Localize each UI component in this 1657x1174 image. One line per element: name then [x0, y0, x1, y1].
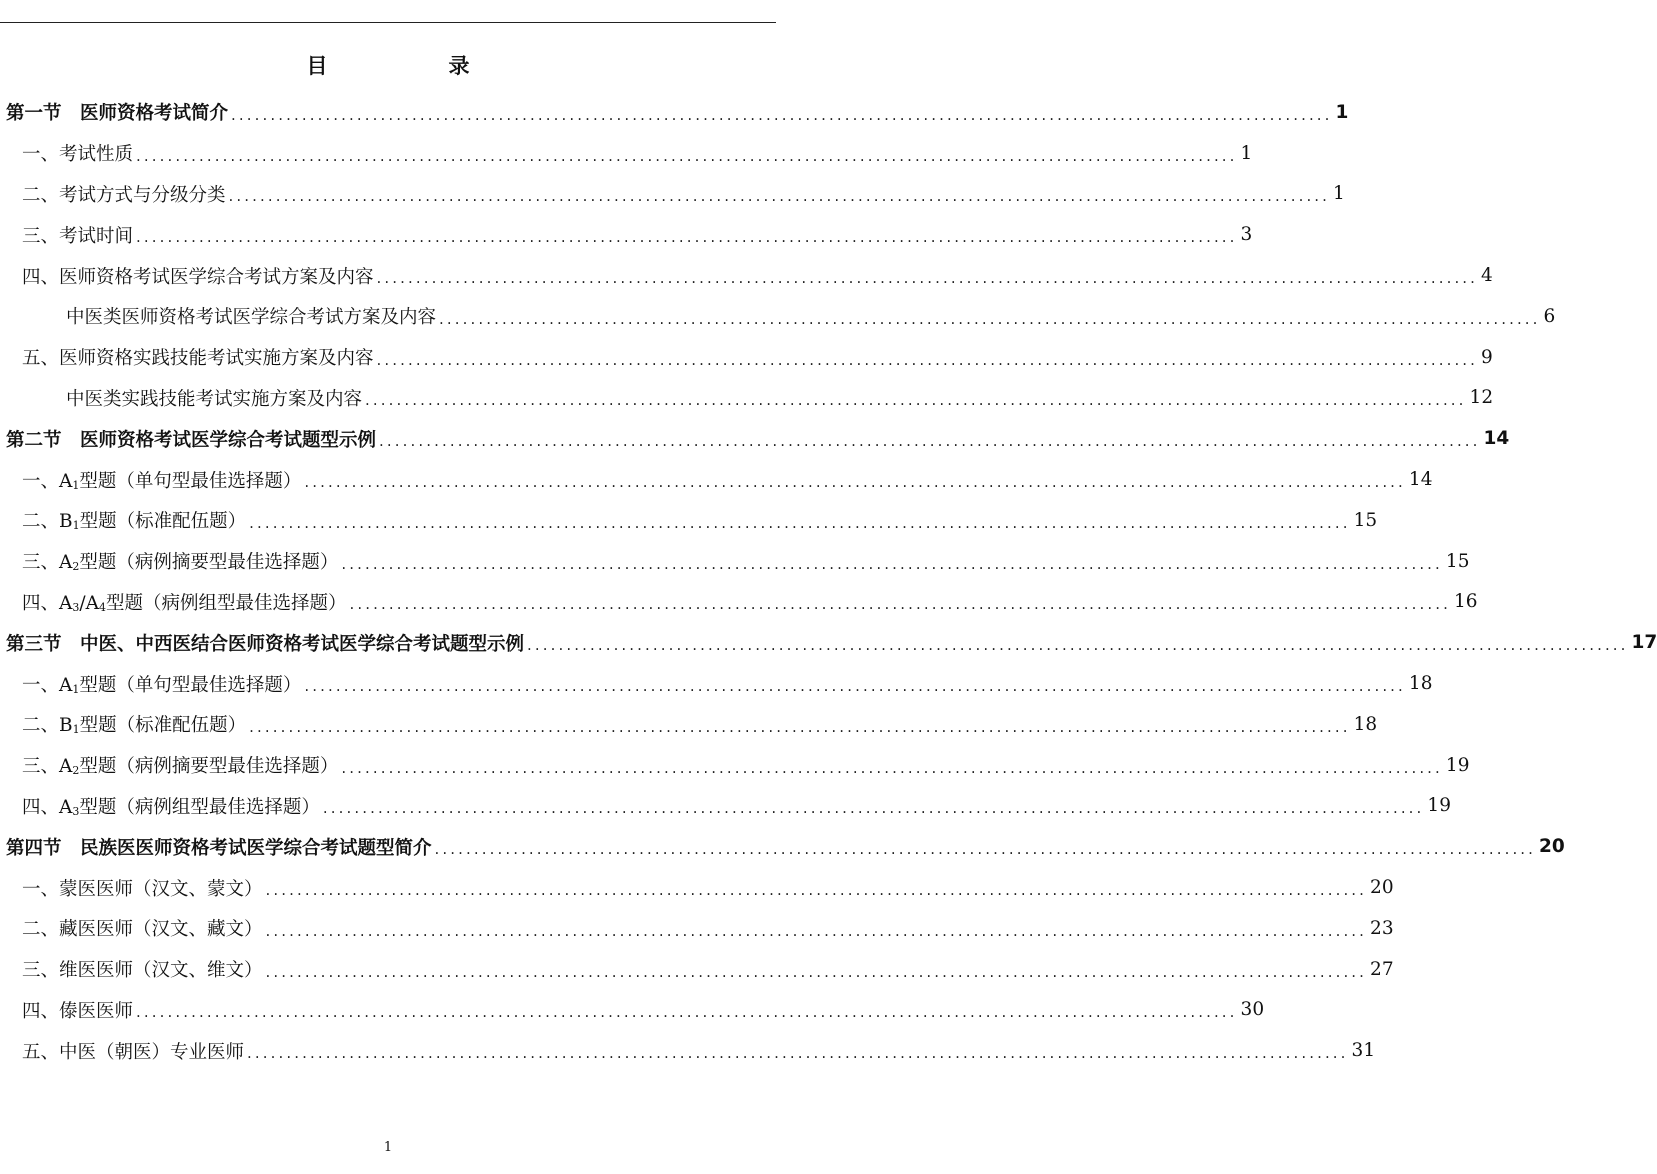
- dot-leader: ............................................................................................................................................: [249, 513, 1351, 532]
- toc-label-text: 型题（病例摘要型最佳选择题）: [79, 756, 339, 778]
- toc-label-subscript: 2: [72, 764, 80, 778]
- dot-leader: ............................................................................................................................................: [379, 432, 1481, 451]
- toc-entry-item[interactable]: [0, 786, 1451, 827]
- toc-label-text: 二、考试方式与分级分类: [22, 184, 226, 206]
- toc-label-text: 型题（单句型最佳选择题）: [79, 674, 302, 696]
- page-number: 1: [383, 1140, 393, 1155]
- toc-entry-page: 14: [1483, 428, 1510, 450]
- toc-entry-label: [22, 956, 263, 982]
- toc-entry-page: 3: [1240, 224, 1253, 246]
- toc-label-text: 三、维医医师（汉文、维文）: [22, 960, 263, 982]
- dot-leader: ............................................................................................................................................: [322, 799, 1425, 818]
- toc-entry-item[interactable]: [0, 1030, 1376, 1071]
- toc-entry-item[interactable]: [0, 990, 1265, 1031]
- toc-label-text: 四、傣医医师: [22, 1000, 134, 1022]
- toc-entry-label: [22, 263, 374, 289]
- toc-label-text: 三、A: [22, 756, 73, 778]
- table-of-contents: [0, 92, 1657, 1071]
- toc-entry-label: [22, 589, 346, 615]
- toc-entry-page: 27: [1370, 958, 1394, 980]
- toc-label-text: 二、藏医医师（汉文、藏文）: [22, 919, 263, 941]
- toc-entry-label: [22, 467, 301, 493]
- dot-leader: ............................................................................................................................................: [304, 472, 1406, 491]
- toc-label-text: 第二节 医师资格考试医学综合考试题型示例: [6, 429, 377, 451]
- toc-entry-item[interactable]: [0, 704, 1378, 745]
- toc-entry-label: [66, 303, 436, 329]
- toc-entry-page: 20: [1370, 877, 1394, 899]
- dot-leader: ............................................................................................................................................: [439, 309, 1541, 328]
- toc-entry-page: 9: [1481, 346, 1493, 368]
- toc-label-subscript: 1: [72, 682, 80, 696]
- toc-entry-label: [22, 548, 338, 574]
- toc-entry-page: 16: [1454, 591, 1478, 613]
- dot-leader: ............................................................................................................................................: [304, 676, 1406, 695]
- toc-entry-label: [22, 507, 246, 533]
- toc-label-subscript: 4: [98, 600, 106, 614]
- dot-leader: ............................................................................................................................................: [527, 636, 1629, 655]
- dot-leader: ............................................................................................................................................: [228, 187, 1331, 206]
- toc-label-subscript: 1: [72, 478, 80, 492]
- toc-entry-item[interactable]: [0, 459, 1433, 500]
- toc-entry-section[interactable]: [0, 826, 1565, 867]
- toc-entry-item[interactable]: [0, 663, 1433, 704]
- toc-entry-label: [22, 793, 320, 819]
- dot-leader: ............................................................................................................................................: [376, 268, 1479, 287]
- toc-label-subscript: 3: [72, 804, 80, 818]
- toc-entry-label: [22, 344, 374, 370]
- toc-label-text: 型题（病例组型最佳选择题）: [79, 796, 320, 818]
- header-rule: [0, 22, 776, 23]
- toc-entry-page: 31: [1351, 1040, 1376, 1062]
- toc-label-text: 中医类实践技能考试实施方案及内容: [66, 388, 363, 410]
- toc-entry-label: [22, 1038, 244, 1064]
- toc-label-text: 三、考试时间: [22, 225, 134, 247]
- dot-leader: ............................................................................................................................................: [136, 146, 1238, 165]
- toc-entry-item[interactable]: [0, 541, 1470, 582]
- toc-entry-section[interactable]: [0, 92, 1349, 133]
- toc-entry-page: 18: [1408, 673, 1433, 695]
- toc-entry-item[interactable]: [0, 949, 1394, 990]
- dot-leader: ............................................................................................................................................: [376, 350, 1479, 369]
- toc-entry-label: [66, 385, 362, 411]
- toc-entry-item[interactable]: [0, 214, 1253, 255]
- dot-leader: ............................................................................................................................................: [349, 595, 1452, 614]
- toc-entry-label: [6, 834, 432, 860]
- toc-entry-section[interactable]: [0, 418, 1510, 459]
- toc-label-subscript: 1: [72, 723, 80, 737]
- toc-entry-page: 19: [1427, 795, 1451, 817]
- toc-entry-item[interactable]: [0, 133, 1253, 174]
- dot-leader: ............................................................................................................................................: [136, 1003, 1238, 1022]
- toc-label-subscript: 1: [72, 519, 80, 533]
- toc-entry-item[interactable]: [0, 867, 1394, 908]
- toc-entry-item[interactable]: [0, 255, 1493, 296]
- dot-leader: ............................................................................................................................................: [249, 717, 1351, 736]
- toc-label-text: 型题（病例摘要型最佳选择题）: [79, 552, 339, 574]
- toc-entry-page: 1: [1333, 183, 1345, 205]
- toc-label-text: 一、考试性质: [22, 144, 134, 166]
- toc-entry-page: 20: [1539, 836, 1565, 858]
- toc-label-text: 型题（病例组型最佳选择题）: [105, 592, 347, 614]
- toc-label-text: 一、A: [22, 470, 73, 492]
- toc-entry-label: [6, 630, 524, 656]
- toc-entry-label: [22, 875, 263, 901]
- dot-leader: ............................................................................................................................................: [231, 105, 1333, 124]
- dot-leader: ............................................................................................................................................: [265, 921, 1368, 940]
- toc-label-subscript: 3: [72, 600, 80, 614]
- toc-label-text: 第四节 民族医医师资格考试医学综合考试题型简介: [6, 837, 432, 859]
- toc-entry-page: 1: [1240, 142, 1253, 164]
- toc-entry-page: 19: [1445, 754, 1470, 776]
- toc-entry-item[interactable]: [0, 908, 1394, 949]
- dot-leader: ............................................................................................................................................: [265, 962, 1368, 981]
- toc-label-text: 第一节 医师资格考试简介: [6, 103, 229, 125]
- toc-entry-page: 14: [1408, 469, 1433, 491]
- toc-label-text: 一、A: [22, 674, 73, 696]
- toc-label-text: 型题（标准配伍题）: [79, 715, 247, 737]
- toc-entry-label: [22, 752, 338, 778]
- toc-label-text: 型题（标准配伍题）: [79, 511, 247, 533]
- toc-label-text: 三、A: [22, 552, 73, 574]
- toc-entry-item[interactable]: [0, 174, 1345, 215]
- toc-label-text: 二、B: [22, 715, 73, 737]
- toc-label-text: 一、蒙医医师（汉文、蒙文）: [22, 878, 263, 900]
- toc-entry-label: [22, 222, 133, 248]
- toc-entry-label: [6, 99, 228, 125]
- toc-entry-page: 23: [1370, 917, 1394, 939]
- toc-entry-page: 15: [1353, 509, 1378, 531]
- toc-entry-label: [22, 915, 263, 941]
- toc-entry-label: [22, 140, 133, 166]
- toc-entry-item[interactable]: [0, 337, 1493, 378]
- toc-entry-item[interactable]: [0, 745, 1470, 786]
- dot-leader: ............................................................................................................................................: [265, 880, 1368, 899]
- toc-label-text: 四、A: [22, 592, 73, 614]
- toc-entry-label: [22, 711, 246, 737]
- toc-entry-label: [22, 181, 226, 207]
- toc-label-text: 四、医师资格考试医学综合考试方案及内容: [22, 266, 374, 288]
- toc-entry-label: [22, 997, 133, 1023]
- toc-label-text: 型题（单句型最佳选择题）: [79, 470, 302, 492]
- toc-entry-page: 12: [1469, 387, 1494, 409]
- toc-entry-page: 15: [1445, 550, 1470, 572]
- page-title: 目 录: [306, 54, 520, 78]
- toc-entry-label: [6, 426, 376, 452]
- toc-label-subscript: 2: [72, 560, 80, 574]
- dot-leader: ............................................................................................................................................: [136, 228, 1238, 247]
- dot-leader: ............................................................................................................................................: [341, 554, 1443, 573]
- toc-entry-subitem[interactable]: [0, 296, 1556, 337]
- toc-entry-item[interactable]: [0, 500, 1378, 541]
- toc-label-text: /A: [79, 592, 99, 614]
- dot-leader: ............................................................................................................................................: [365, 391, 1467, 410]
- toc-entry-section[interactable]: [0, 622, 1657, 663]
- toc-label-text: 二、B: [22, 511, 73, 533]
- toc-entry-page: 1: [1335, 101, 1349, 123]
- toc-entry-page: 4: [1481, 265, 1493, 287]
- toc-label-text: 五、中医（朝医）专业医师: [22, 1041, 245, 1063]
- toc-label-text: 五、医师资格实践技能考试实施方案及内容: [22, 348, 374, 370]
- toc-label-text: 中医类医师资格考试医学综合考试方案及内容: [66, 307, 437, 329]
- toc-entry-label: [22, 671, 301, 697]
- toc-entry-subitem[interactable]: [0, 378, 1494, 419]
- toc-label-text: 四、A: [22, 796, 73, 818]
- toc-entry-page: 6: [1543, 305, 1556, 327]
- toc-entry-page: 17: [1631, 632, 1657, 654]
- toc-entry-page: 30: [1240, 999, 1265, 1021]
- dot-leader: ............................................................................................................................................: [247, 1044, 1349, 1063]
- dot-leader: ............................................................................................................................................: [434, 840, 1537, 859]
- toc-label-text: 第三节 中医、中西医结合医师资格考试医学综合考试题型示例: [6, 633, 525, 655]
- toc-entry-page: 18: [1353, 713, 1378, 735]
- toc-entry-item[interactable]: [0, 582, 1478, 623]
- dot-leader: ............................................................................................................................................: [341, 758, 1443, 777]
